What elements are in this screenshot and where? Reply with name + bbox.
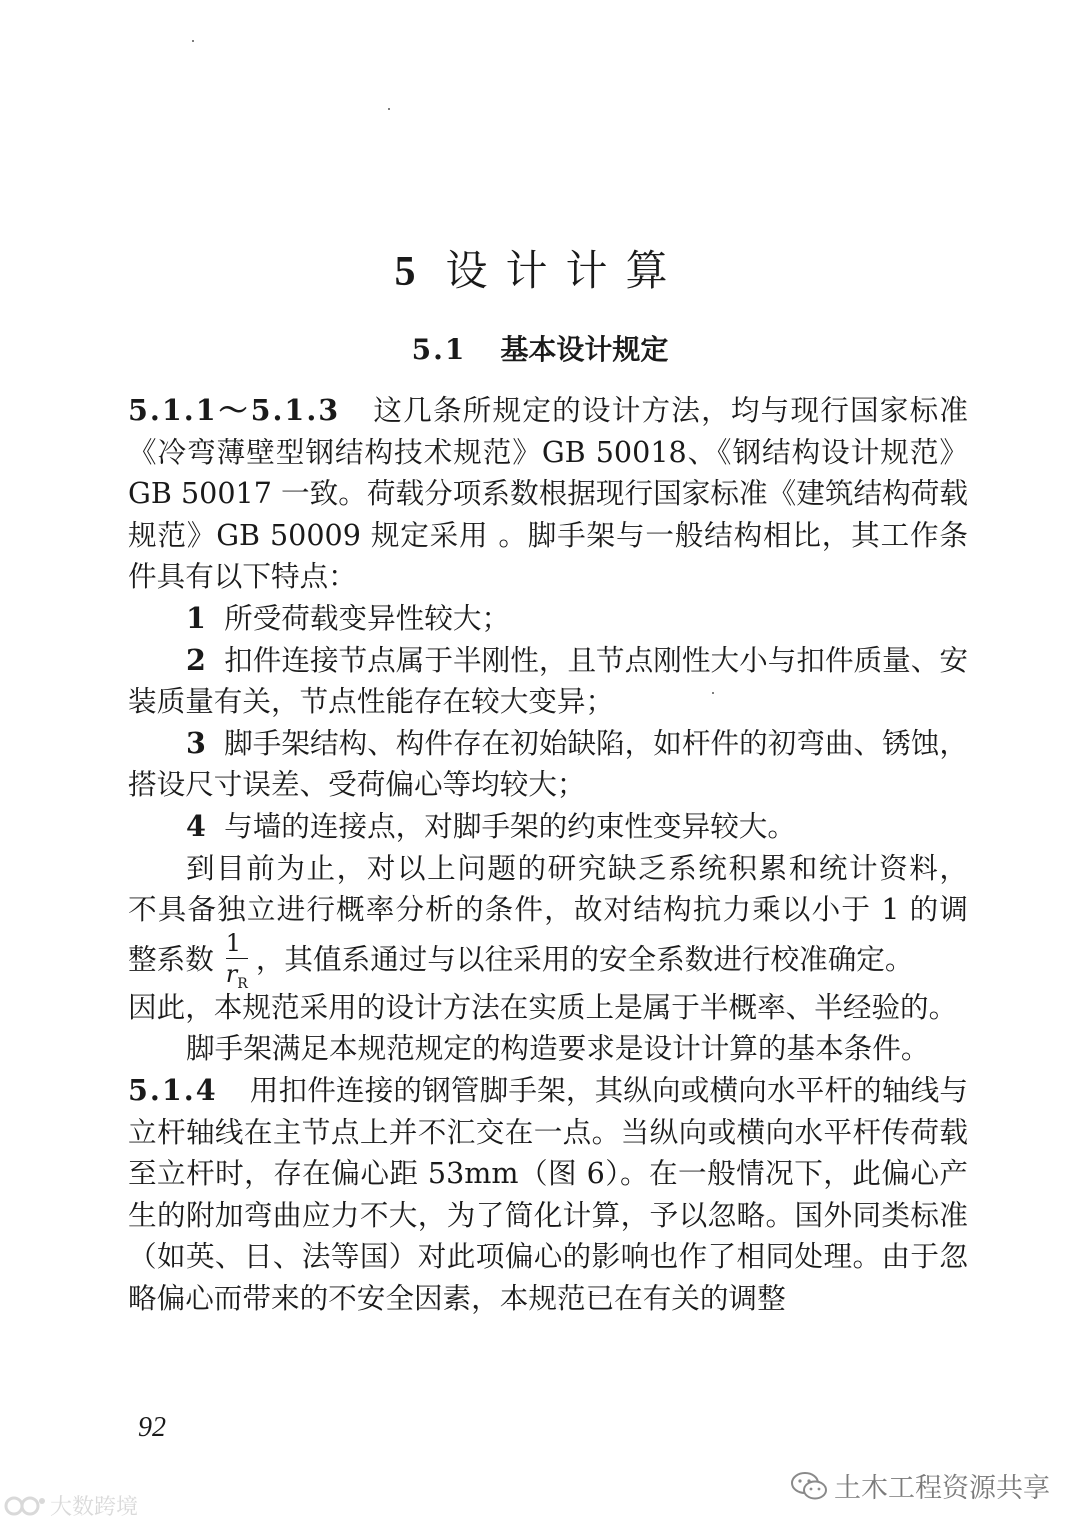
clause-number: 5.1.4	[128, 1072, 218, 1107]
list-item-number: 4	[186, 808, 206, 843]
fraction-denominator-symbol: r	[225, 960, 238, 989]
pre-fraction-text: 整系数	[128, 941, 214, 976]
clause-text: 这几条所规定的设计方法，均与现行国家标准《冷弯薄壁型钢结构技术规范》GB 50018、《钢结构设计规范》GB 50017 一致。荷载分项系数根据现行国家标准《建筑结构荷载规范》GB 50009 规定采用 。脚手架与一般结构相比，其工作条件具有以下特点：	[128, 393, 968, 594]
post-fraction-text: ，其值系通过与以往采用的安全系数进行校准确定。	[255, 941, 914, 976]
wechat-watermark	[790, 1466, 1050, 1505]
research-paragraph-line2	[128, 889, 968, 931]
clause-paragraph	[128, 1070, 968, 1320]
brand-watermark-text: 大数跨境	[50, 1495, 139, 1520]
adjustment-coefficient-fraction	[226, 931, 248, 991]
list-item-text: 与墙的连接点，对脚手架的约束性变异较大。	[224, 808, 796, 843]
scan-speck	[192, 40, 194, 42]
list-item-number: 3	[186, 725, 206, 760]
list-item	[128, 806, 968, 848]
section-title	[0, 328, 1080, 368]
section-title-text: 基本设计规定	[500, 333, 669, 366]
list-item-text: 所受荷载变异性较大；	[224, 600, 511, 635]
research-text-line1: 到目前为止，对以上问题的研究缺乏系统积累和统计资料，	[186, 850, 968, 885]
page-number: 92	[138, 1412, 166, 1443]
fraction-subscript: R	[237, 976, 248, 993]
basic-condition-paragraph	[128, 1028, 968, 1070]
wechat-icon	[790, 1470, 828, 1502]
fraction-numerator: 1	[226, 931, 248, 959]
section-number: 5.1	[411, 333, 467, 366]
list-item-text: 脚手架结构、构件存在初始缺陷，如杆件的初弯曲、锈蚀，搭设尺寸误差、受荷偏心等均较大；	[128, 725, 968, 802]
clause-text: 用扣件连接的钢管脚手架，其纵向或横向水平杆的轴线与立杆轴线在主节点上并不汇交在一点。当纵向或横向水平杆传荷载至立杆时，存在偏心距 53mm（图 6）。在一般情况下，此偏心产生的附加弯曲应力不大，为了简化计算，予以忽略。国外同类标准（如英、日、法等国）对此项偏心的影响也作了相同处理。由于忽略偏心而带来的不安全因素，本规范已在有关的调整	[128, 1072, 968, 1315]
research-text-line2: 不具备独立进行概率分析的条件，故对结构抗力乘以小于 1 的调	[128, 892, 968, 927]
brand-logo-icon	[4, 1493, 48, 1519]
chapter-number: 5	[394, 249, 416, 295]
clause-paragraph	[128, 390, 968, 598]
chapter-title	[0, 238, 1080, 298]
fraction-line	[128, 929, 968, 993]
watermark-text: 土木工程资源共享	[834, 1473, 1050, 1504]
list-item	[128, 640, 968, 723]
list-item-number: 2	[186, 642, 206, 677]
research-text-rest: 因此，本规范采用的设计方法在实质上是属于半概率、半经验的。	[128, 989, 958, 1024]
scan-speck	[388, 108, 390, 110]
clause-number: 5.1.1～5.1.3	[128, 393, 341, 427]
list-item-number: 1	[186, 600, 206, 635]
chapter-title-text: 设计计算	[445, 246, 686, 295]
research-paragraph-rest	[128, 987, 968, 1029]
basic-condition-text: 脚手架满足本规范规定的构造要求是设计计算的基本条件。	[186, 1031, 930, 1066]
body-text	[128, 390, 968, 1319]
list-item	[128, 598, 968, 640]
list-item	[128, 723, 968, 806]
brand-watermark	[4, 1490, 138, 1521]
research-paragraph-line1	[128, 848, 968, 890]
list-item-text: 扣件连接节点属于半刚性，且节点刚性大小与扣件质量、安装质量有关，节点性能存在较大变异；	[128, 642, 968, 719]
